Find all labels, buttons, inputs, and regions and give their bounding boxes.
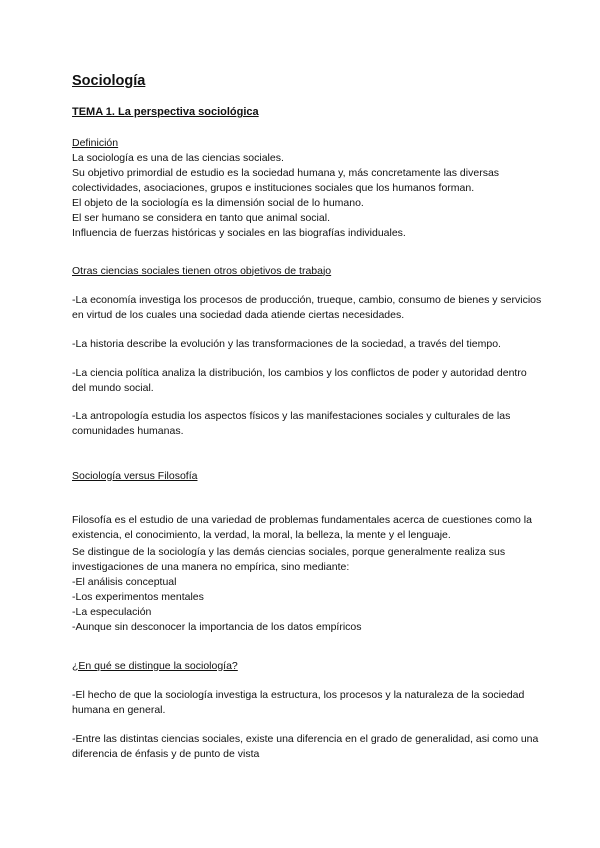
other-sciences-paragraph: -La economía investiga los procesos de producción, trueque, cambio, consumo de bienes y servicios en virtud de los cuales una sociedad dada atiende ciertas necesidades.: [72, 293, 542, 321]
versus-heading: Sociología versus Filosofía: [72, 469, 198, 482]
method-list-item: -Aunque sin desconocer la importancia de los datos empíricos: [72, 621, 362, 633]
definition-line: El objeto de la sociología es la dimensión social de lo humano.: [72, 197, 364, 209]
definition-section: [72, 136, 542, 241]
other-sciences-paragraph: -La historia describe la evolución y las transformaciones de la sociedad, a través del tiempo.: [72, 337, 501, 350]
topic-heading: TEMA 1. La perspectiva sociológica: [72, 106, 259, 118]
other-sciences-paragraph: -La ciencia política analiza la distribución, los cambios y los conflictos de poder y autoridad dentro del mundo social.: [72, 366, 527, 394]
distinction-paragraph: -Entre las distintas ciencias sociales, existe una diferencia en el grado de generalidad, asi como una diferencia de énfasis y de punto de vista: [72, 732, 539, 760]
distinction-paragraph: -El hecho de que la sociología investiga la estructura, los procesos y la naturaleza de la sociedad humana en general.: [72, 688, 525, 716]
method-list-item: -Los experimentos mentales: [72, 591, 204, 603]
definition-line: La sociología es una de las ciencias sociales.: [72, 152, 284, 164]
versus-method-section: [72, 545, 542, 635]
other-sciences-heading: Otras ciencias sociales tienen otros objetivos de trabajo: [72, 264, 332, 277]
definition-line: Su objetivo primordial de estudio es la sociedad humana y, más concretamente las diversas colectividades, asociaciones, grupos e instituciones sociales que los humanos forman.: [72, 167, 500, 194]
method-list-item: -La especulación: [72, 606, 152, 618]
definition-line: Influencia de fuerzas históricas y sociales en las biografías individuales.: [72, 227, 406, 239]
definition-heading: Definición: [72, 137, 119, 149]
definition-line: El ser humano se considera en tanto que animal social.: [72, 212, 330, 224]
other-sciences-paragraph: -La antropología estudia los aspectos físicos y las manifestaciones sociales y culturales de las comunidades humanas.: [72, 409, 511, 437]
versus-paragraph: Filosofía es el estudio de una variedad de problemas fundamentales acerca de cuestiones como la existencia, el conocimiento, la verdad, la moral, la belleza, la mente y el lenguaje.: [72, 513, 532, 541]
method-list-item: -El análisis conceptual: [72, 576, 177, 588]
distinction-heading: ¿En qué se distingue la sociología?: [72, 659, 238, 672]
page-title: Sociología: [72, 73, 146, 89]
versus-paragraph: Se distingue de la sociología y las demás ciencias sociales, porque generalmente realiza sus investigaciones de una manera no empírica, sino mediante:: [72, 546, 506, 573]
